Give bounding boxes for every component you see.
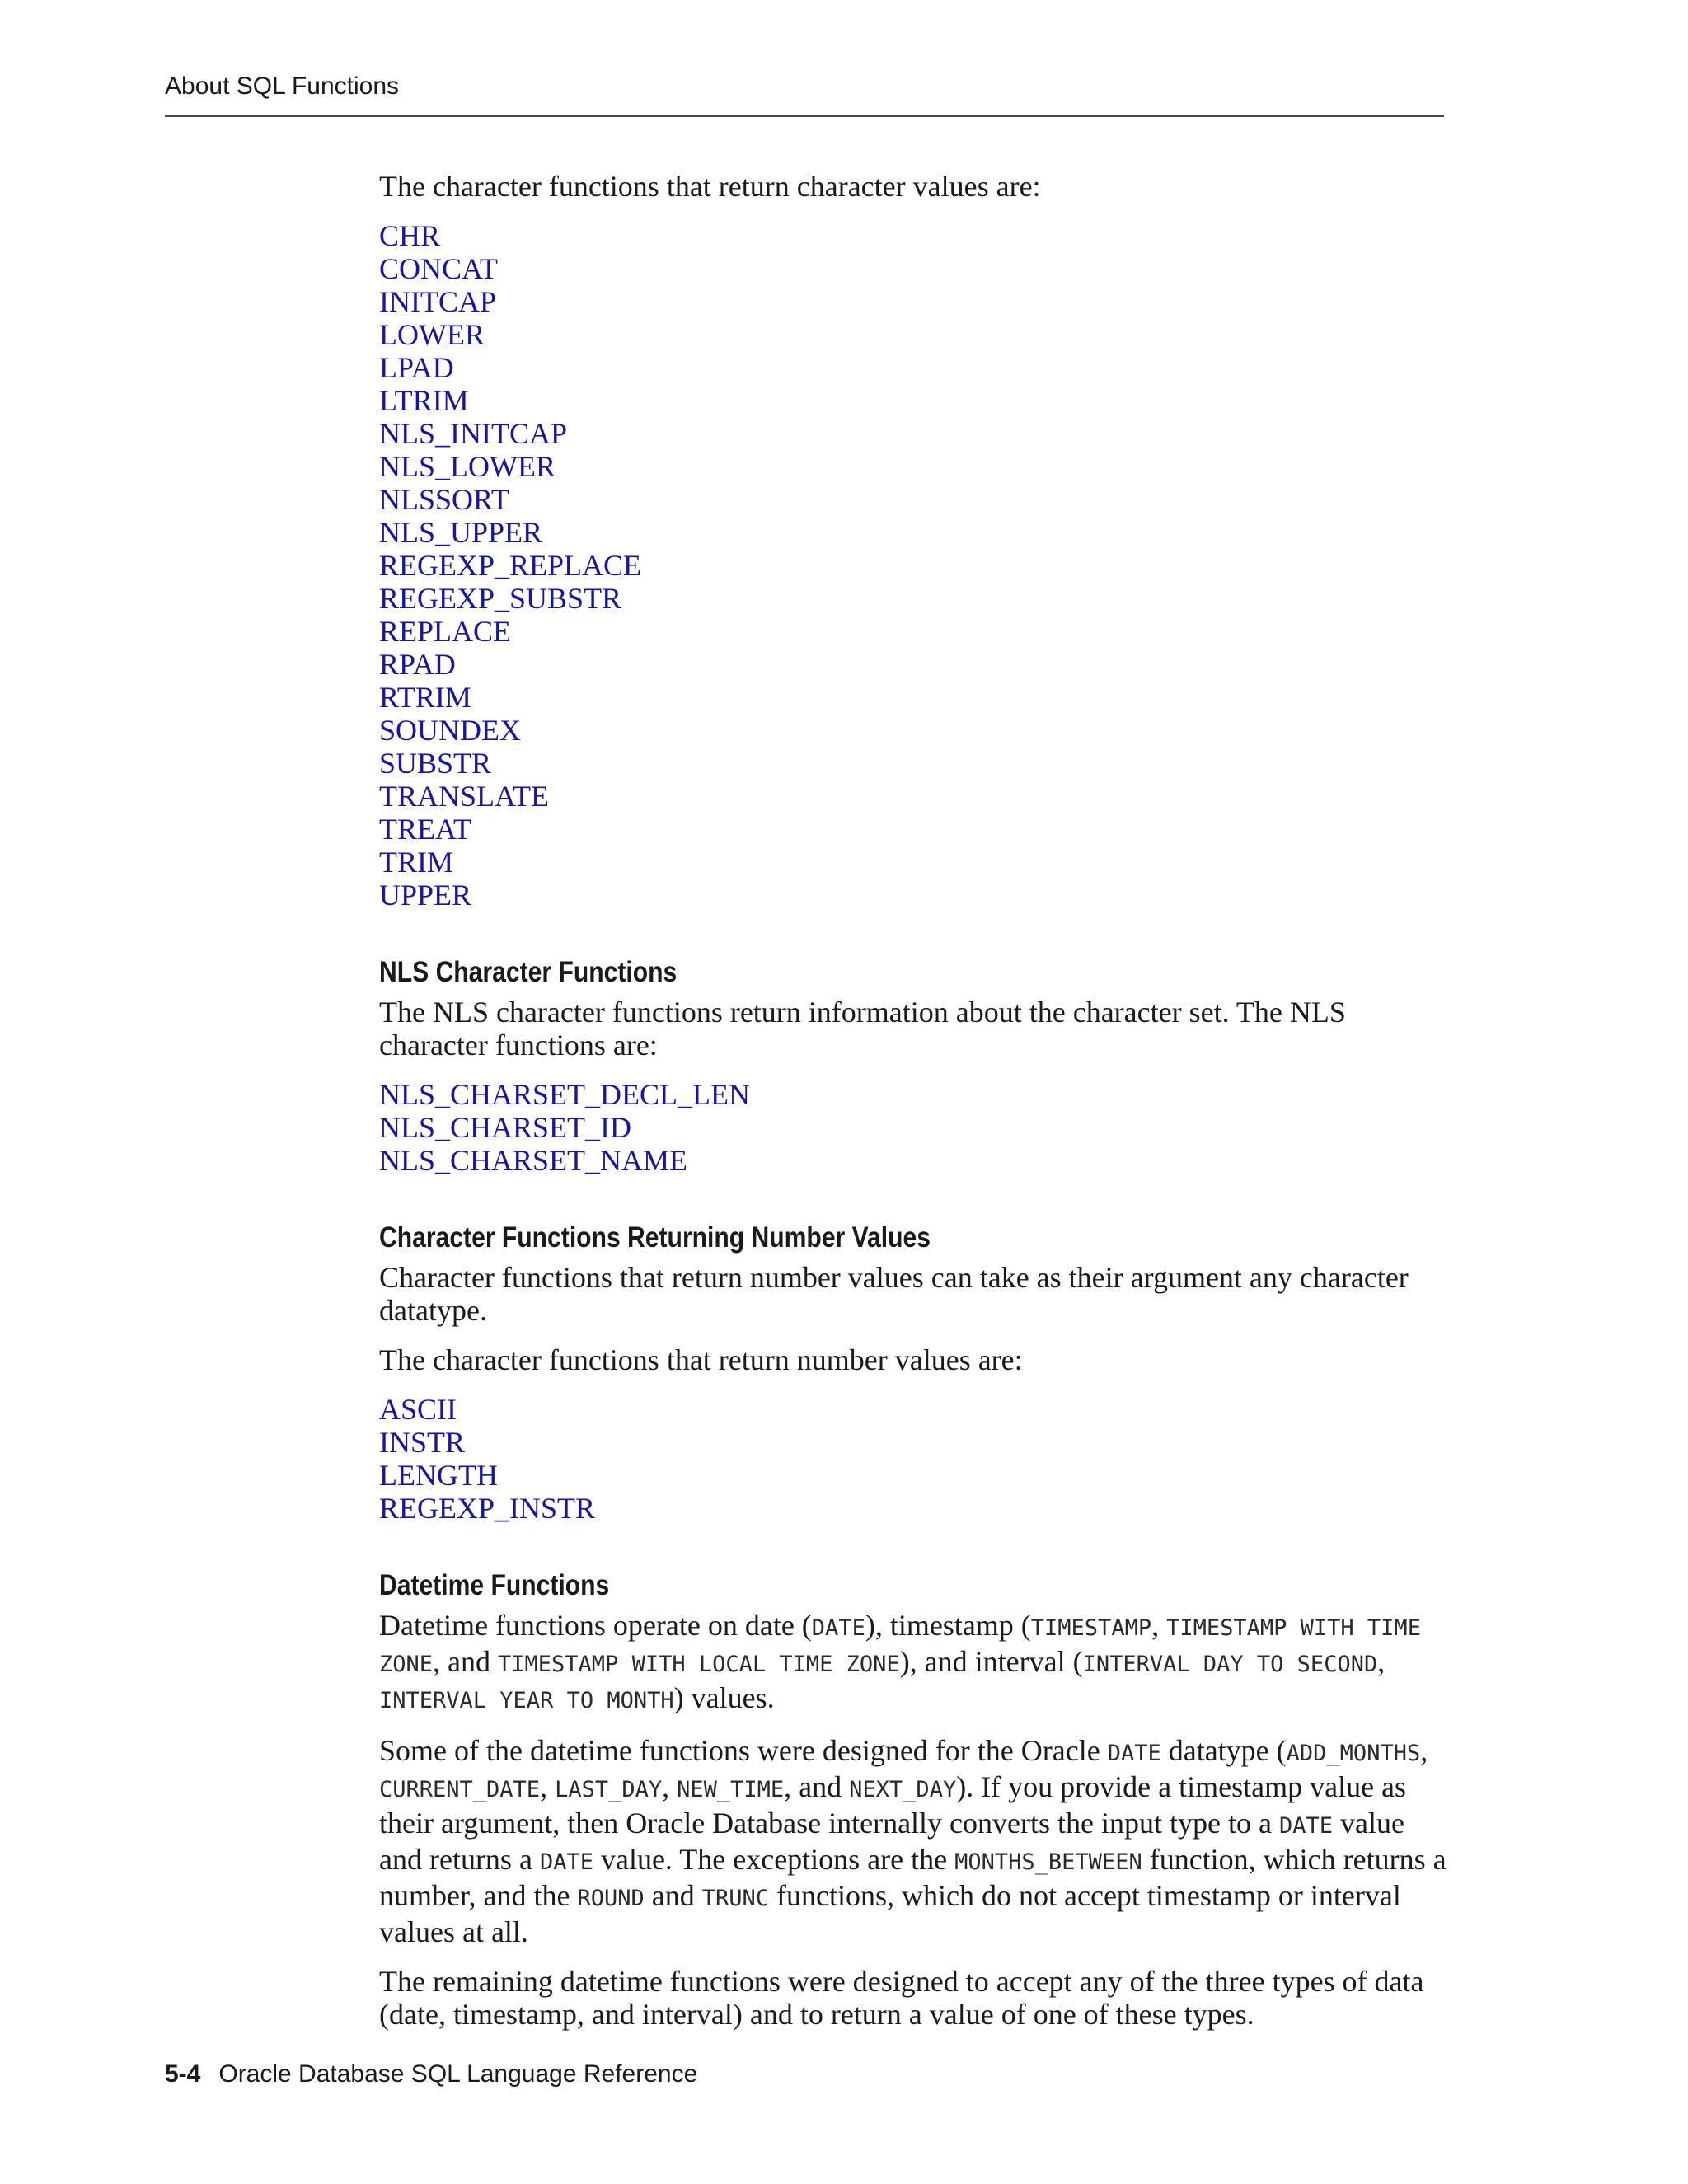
function-link-ltrim[interactable]: LTRIM [379,384,469,417]
function-link-regexp-substr[interactable]: REGEXP_SUBSTR [379,582,622,615]
text-run: , [1420,1734,1428,1767]
char-value-function-list [379,219,1451,912]
number-section-paragraph-1: Character functions that return number values can take as their argument any character datatype. [379,1261,1409,1327]
function-link-lower[interactable]: LOWER [379,318,485,351]
code-term: TIMESTAMP [1030,1615,1152,1641]
function-list-item [379,252,1451,285]
function-list-item [379,648,1451,681]
function-list-item [379,384,1451,417]
function-link-soundex[interactable]: SOUNDEX [379,714,522,747]
header-rule [165,115,1444,117]
function-link-ascii[interactable]: ASCII [379,1393,457,1426]
page-content [379,170,1451,2047]
text-run: , and [433,1645,499,1678]
char-values-intro: The character functions that return character values are: [379,170,1041,203]
function-link-replace[interactable]: REPLACE [379,615,512,648]
function-link-nls-charset-decl-len[interactable]: NLS_CHARSET_DECL_LEN [379,1078,750,1111]
datetime-paragraph-1 [379,1609,1451,1718]
code-term: LAST_DAY [555,1777,663,1802]
function-list-item [379,846,1451,879]
text-run: Some of the datetime functions were designed for the Oracle [379,1734,1108,1767]
function-list-item [379,450,1451,483]
function-list-item [379,813,1451,846]
page-number: 5-4 [165,2060,201,2088]
function-link-nls-initcap[interactable]: NLS_INITCAP [379,417,568,450]
function-link-nls-upper[interactable]: NLS_UPPER [379,516,543,549]
function-link-substr[interactable]: SUBSTR [379,747,492,780]
datetime-paragraph-2 [379,1734,1451,1948]
function-link-treat[interactable]: TREAT [379,813,471,846]
function-link-upper[interactable]: UPPER [379,879,472,912]
function-list-item [379,1393,1451,1426]
text-run: ). If you provide a timestamp value as their argument, then Oracle Database internally converts the input type to a [379,1770,1407,1840]
function-list-item [379,747,1451,780]
function-list-item [379,1426,1451,1459]
function-link-regexp-instr[interactable]: REGEXP_INSTR [379,1492,596,1525]
code-term: DATE [1278,1813,1333,1839]
function-link-concat[interactable]: CONCAT [379,252,499,285]
function-list-item [379,681,1451,714]
function-list-item [379,219,1451,252]
text-run: , [1377,1645,1386,1678]
function-list-item [379,879,1451,912]
text-run: datatype ( [1160,1734,1287,1767]
page-footer [165,2060,697,2088]
function-list-item [379,351,1451,384]
text-run: value and returns a [379,1807,1404,1876]
code-term: INTERVAL YEAR TO MONTH [379,1688,674,1713]
function-link-nls-charset-name[interactable]: NLS_CHARSET_NAME [379,1144,688,1177]
code-term: DATE [1107,1741,1161,1766]
text-run: function, which returns a number, and the [379,1843,1447,1912]
text-run: , [1151,1609,1167,1642]
function-link-rpad[interactable]: RPAD [379,648,456,681]
number-section-paragraph-2: The character functions that return number values are: [379,1343,1023,1376]
code-term: DATE [811,1615,865,1641]
function-link-nlssort[interactable]: NLSSORT [379,483,509,516]
text-run: ), timestamp ( [865,1609,1031,1642]
function-link-trim[interactable]: TRIM [379,846,453,879]
code-term: ROUND [577,1886,645,1911]
function-list-item [379,1078,1451,1111]
function-list-item [379,714,1451,747]
code-term: TRUNC [701,1886,770,1911]
function-list-item [379,549,1451,582]
text-run: ), and interval ( [899,1645,1083,1678]
text-run: value. The exceptions are the [593,1843,955,1876]
code-term: NEW_TIME [677,1777,785,1802]
function-link-nls-lower[interactable]: NLS_LOWER [379,450,556,483]
function-list-item [379,780,1451,813]
code-term: TIMESTAMP WITH LOCAL TIME ZONE [498,1652,900,1677]
code-term: CURRENT_DATE [379,1777,541,1802]
function-list-item [379,1459,1451,1492]
function-link-length[interactable]: LENGTH [379,1459,498,1492]
book-title: Oracle Database SQL Language Reference [218,2060,698,2088]
function-list-item [379,1492,1451,1525]
function-list-item [379,483,1451,516]
function-link-nls-charset-id[interactable]: NLS_CHARSET_ID [379,1111,632,1144]
function-link-initcap[interactable]: INITCAP [379,285,496,318]
function-link-translate[interactable]: TRANSLATE [379,780,549,813]
running-head-title: About SQL Functions [165,73,400,100]
number-function-list [379,1393,1451,1525]
function-link-instr[interactable]: INSTR [379,1426,466,1459]
function-link-regexp-replace[interactable]: REGEXP_REPLACE [379,549,642,582]
function-link-rtrim[interactable]: RTRIM [379,681,471,714]
datetime-section-heading: Datetime Functions [379,1569,610,1601]
code-term: TIMESTAMP WITH TIME ZONE [379,1615,1421,1677]
text-run: , and [784,1770,850,1803]
code-term: NEXT_DAY [849,1777,957,1802]
code-term: ADD_MONTHS [1286,1741,1421,1766]
code-term: INTERVAL DAY TO SECOND [1082,1652,1378,1677]
text-run: Datetime functions operate on date ( [379,1609,812,1642]
function-list-item [379,582,1451,615]
text-run: functions, which do not accept timestamp or interval values at all. [379,1879,1401,1948]
text-run: , [540,1770,556,1803]
nls-section-paragraph: The NLS character functions return information about the character set. The NLS character functions are: [379,996,1346,1062]
code-term: DATE [539,1849,593,1875]
function-list-item [379,318,1451,351]
function-list-item [379,417,1451,450]
text-run: and [644,1879,702,1912]
function-list-item [379,516,1451,549]
function-list-item [379,285,1451,318]
function-link-chr[interactable]: CHR [379,219,441,252]
function-list-item [379,1111,1451,1144]
function-list-item [379,615,1451,648]
datetime-paragraph-3: The remaining datetime functions were designed to accept any of the three types of data (date, timestamp, and interval) and to return a value of one of these types. [379,1965,1424,2031]
code-term: MONTHS_BETWEEN [954,1849,1142,1875]
text-run: ) values. [673,1681,775,1714]
nls-section-heading: NLS Character Functions [379,956,678,988]
function-link-lpad[interactable]: LPAD [379,351,454,384]
text-run: , [662,1770,678,1803]
function-list-item [379,1144,1451,1177]
nls-function-list [379,1078,1451,1177]
number-section-heading: Character Functions Returning Number Values [379,1221,931,1254]
